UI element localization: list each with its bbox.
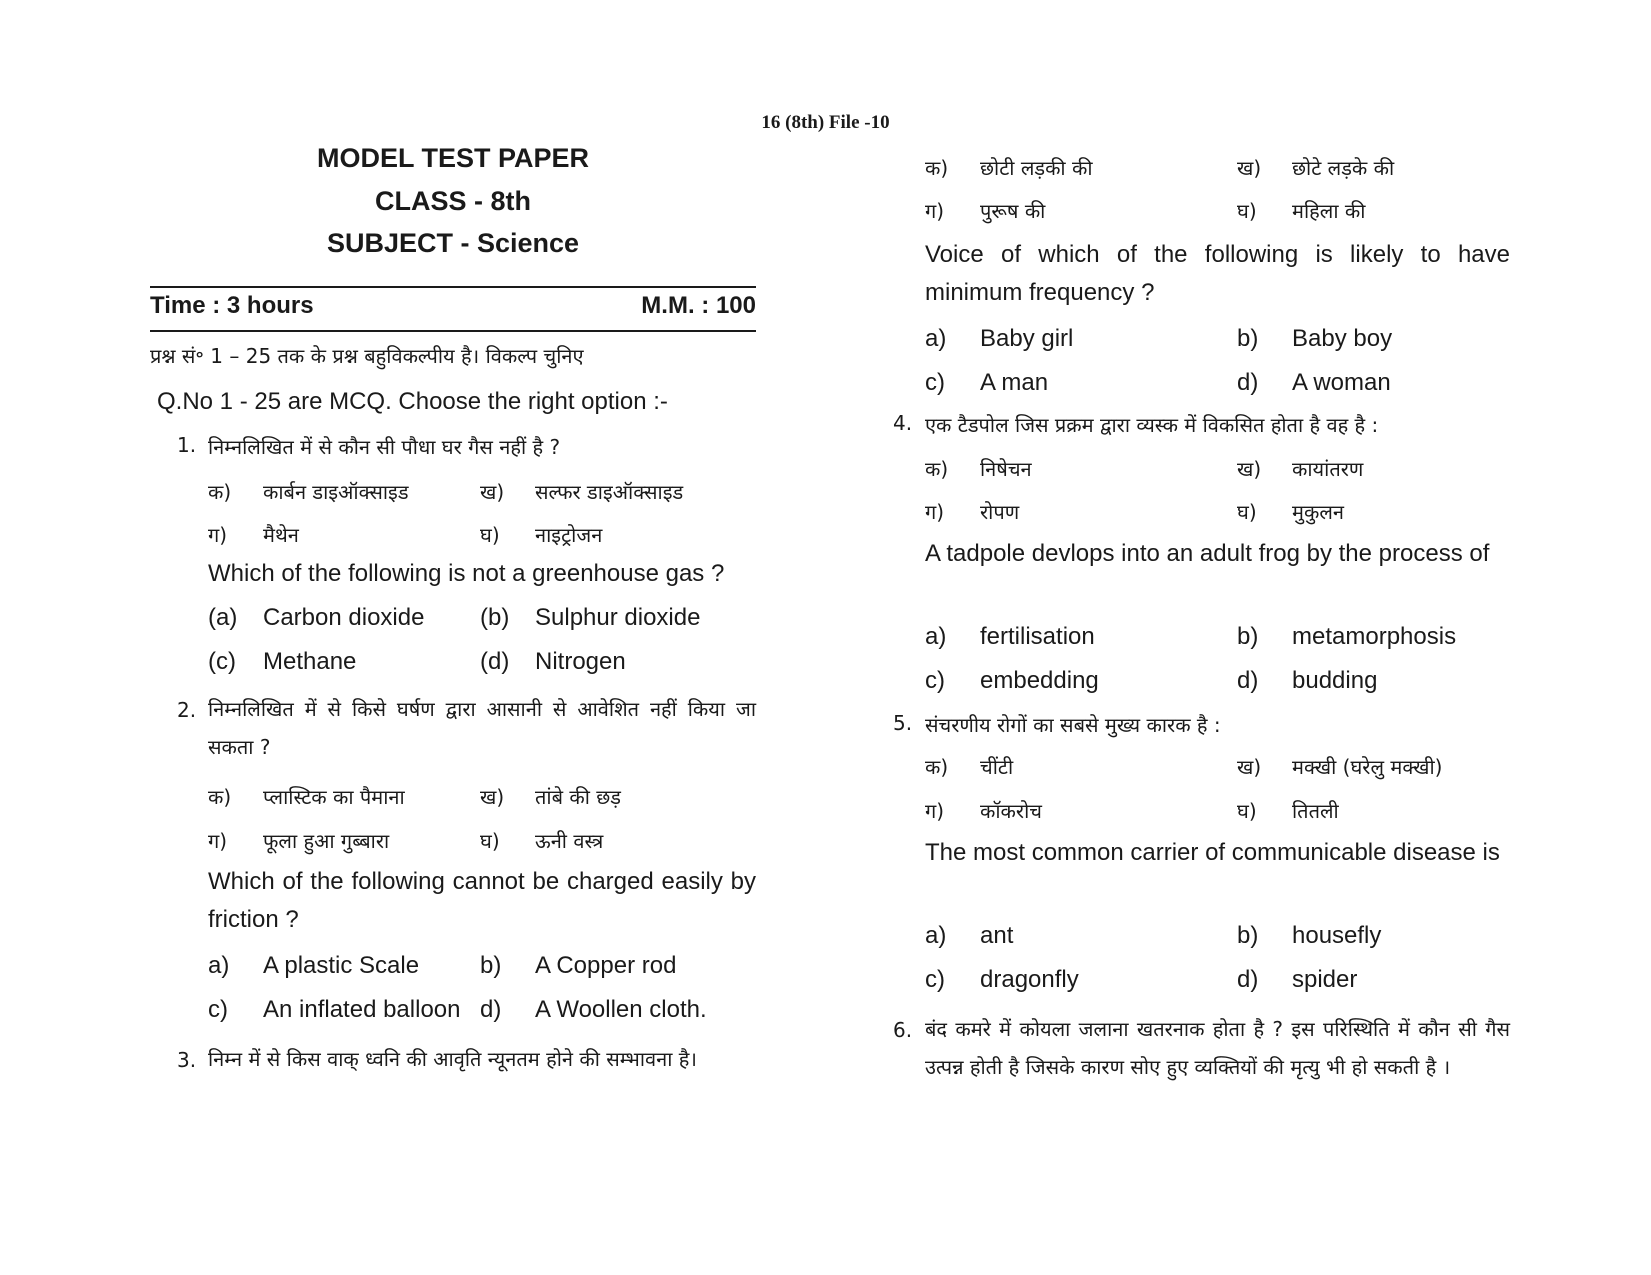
option-item: ख) मक्खी (घरेलु मक्खी)	[1237, 755, 1443, 779]
subject-title: SUBJECT - Science	[326, 228, 580, 258]
time-marks-row	[150, 292, 756, 320]
option-item: d) A Woollen cloth.	[480, 996, 707, 1023]
option-item: ख) सल्फर डाइऑक्साइड	[480, 480, 684, 504]
question-4-hindi: एक टैडपोल जिस प्रक्रम द्वारा व्यस्क में विकसित होता है वह है :	[925, 413, 1379, 437]
option-item: c) dragonfly	[925, 966, 1079, 993]
option-item: ख) कायांतरण	[1237, 457, 1364, 481]
option-item: ग) रोपण	[925, 500, 1020, 524]
divider-bottom	[150, 330, 756, 332]
option-item: c) embedding	[925, 667, 1099, 694]
question-1-hindi: निम्नलिखित में से कौन सी पौधा घर गैस नहीं है ?	[208, 435, 561, 459]
option-item: घ) महिला की	[1237, 199, 1366, 223]
question-number: 5.	[893, 711, 913, 735]
instructions-hindi: प्रश्न सं॰ 1 – 25 तक के प्रश्न बहुविकल्पीय है। विकल्प चुनिए	[150, 344, 584, 368]
question-5-english: The most common carrier of communicable disease is	[925, 839, 1500, 866]
question-1-english: Which of the following is not a greenhouse gas ?	[208, 560, 725, 587]
instructions-english: Q.No 1 - 25 are MCQ. Choose the right option :-	[157, 388, 668, 415]
max-marks-label: M.M. : 100	[641, 292, 756, 319]
option-item: a) A plastic Scale	[208, 952, 420, 979]
option-item: a) ant	[925, 922, 1014, 949]
file-header: 16 (8th) File -10	[761, 112, 890, 133]
question-2-english: Which of the following cannot be charged easily by friction ?	[208, 868, 756, 933]
question-3-hindi: निम्न में से किस वाक् ध्वनि की आवृति न्यूनतम होने की सम्भावना है।	[208, 1047, 697, 1071]
question-number: 4.	[893, 411, 913, 435]
option-item: ग) कॉकरोच	[925, 799, 1042, 823]
question-number: 3.	[177, 1048, 197, 1072]
question-number: 6.	[893, 1018, 913, 1042]
option-item: क) कार्बन डाइऑक्साइड	[208, 480, 409, 504]
option-item: b) metamorphosis	[1237, 623, 1457, 650]
option-item: d) spider	[1237, 966, 1358, 993]
option-item: क) प्लास्टिक का पैमाना	[208, 785, 405, 809]
option-item: क) छोटी लड़की की	[925, 156, 1093, 180]
option-item: (a) Carbon dioxide	[208, 604, 425, 631]
question-3-english: Voice of which of the following is likely to have minimum frequency ?	[925, 241, 1510, 306]
time-label: Time : 3 hours	[150, 292, 314, 319]
question-6-hindi: बंद कमरे में कोयला जलाना खतरनाक होता है ? इस परिस्थिति में कौन सी गैस उत्पन्न होती है जिसके कारण सोए हुए व्यक्तियों की मृत्यु भी हो सकती है ।	[925, 1017, 1510, 1079]
question-2-hindi: निम्नलिखित में से किसे घर्षण द्वारा आसानी से आवेशित नहीं किया जा सकता ?	[208, 697, 756, 759]
option-item: घ) मुकुलन	[1237, 500, 1344, 524]
option-item: घ) ऊनी वस्त्र	[480, 829, 604, 853]
option-item: c) A man	[925, 369, 1049, 396]
divider-top	[150, 286, 756, 288]
option-item: घ) तितली	[1237, 799, 1339, 823]
paper-title: MODEL TEST PAPER	[316, 143, 590, 173]
option-item: (c) Methane	[208, 648, 357, 675]
option-item: ख) छोटे लड़के की	[1237, 156, 1395, 180]
option-item: ग) मैथेन	[208, 523, 299, 547]
option-item: ग) फूला हुआ गुब्बारा	[208, 829, 390, 853]
option-item: a) fertilisation	[925, 623, 1095, 650]
option-item: घ) नाइट्रोजन	[480, 523, 603, 547]
option-item: b) housefly	[1237, 922, 1382, 949]
question-number: 1.	[177, 433, 197, 457]
option-item: ख) तांबे की छड़	[480, 785, 621, 809]
question-number: 2.	[177, 698, 197, 722]
option-item: (b) Sulphur dioxide	[480, 604, 701, 631]
option-item: क) चींटी	[925, 755, 1014, 779]
option-item: c) An inflated balloon	[208, 996, 461, 1023]
class-title: CLASS - 8th	[374, 186, 531, 216]
option-item: क) निषेचन	[925, 457, 1032, 481]
option-item: d) budding	[1237, 667, 1378, 694]
option-item: d) A woman	[1237, 369, 1391, 396]
option-item: (d) Nitrogen	[480, 648, 626, 675]
question-4-english: A tadpole devlops into an adult frog by the process of	[925, 540, 1490, 567]
option-item: ग) पुरूष की	[925, 199, 1046, 223]
option-item: b) Baby boy	[1237, 325, 1393, 352]
option-item: a) Baby girl	[925, 325, 1074, 352]
option-item: b) A Copper rod	[480, 952, 677, 979]
question-5-hindi: संचरणीय रोगों का सबसे मुख्य कारक है :	[925, 713, 1221, 737]
